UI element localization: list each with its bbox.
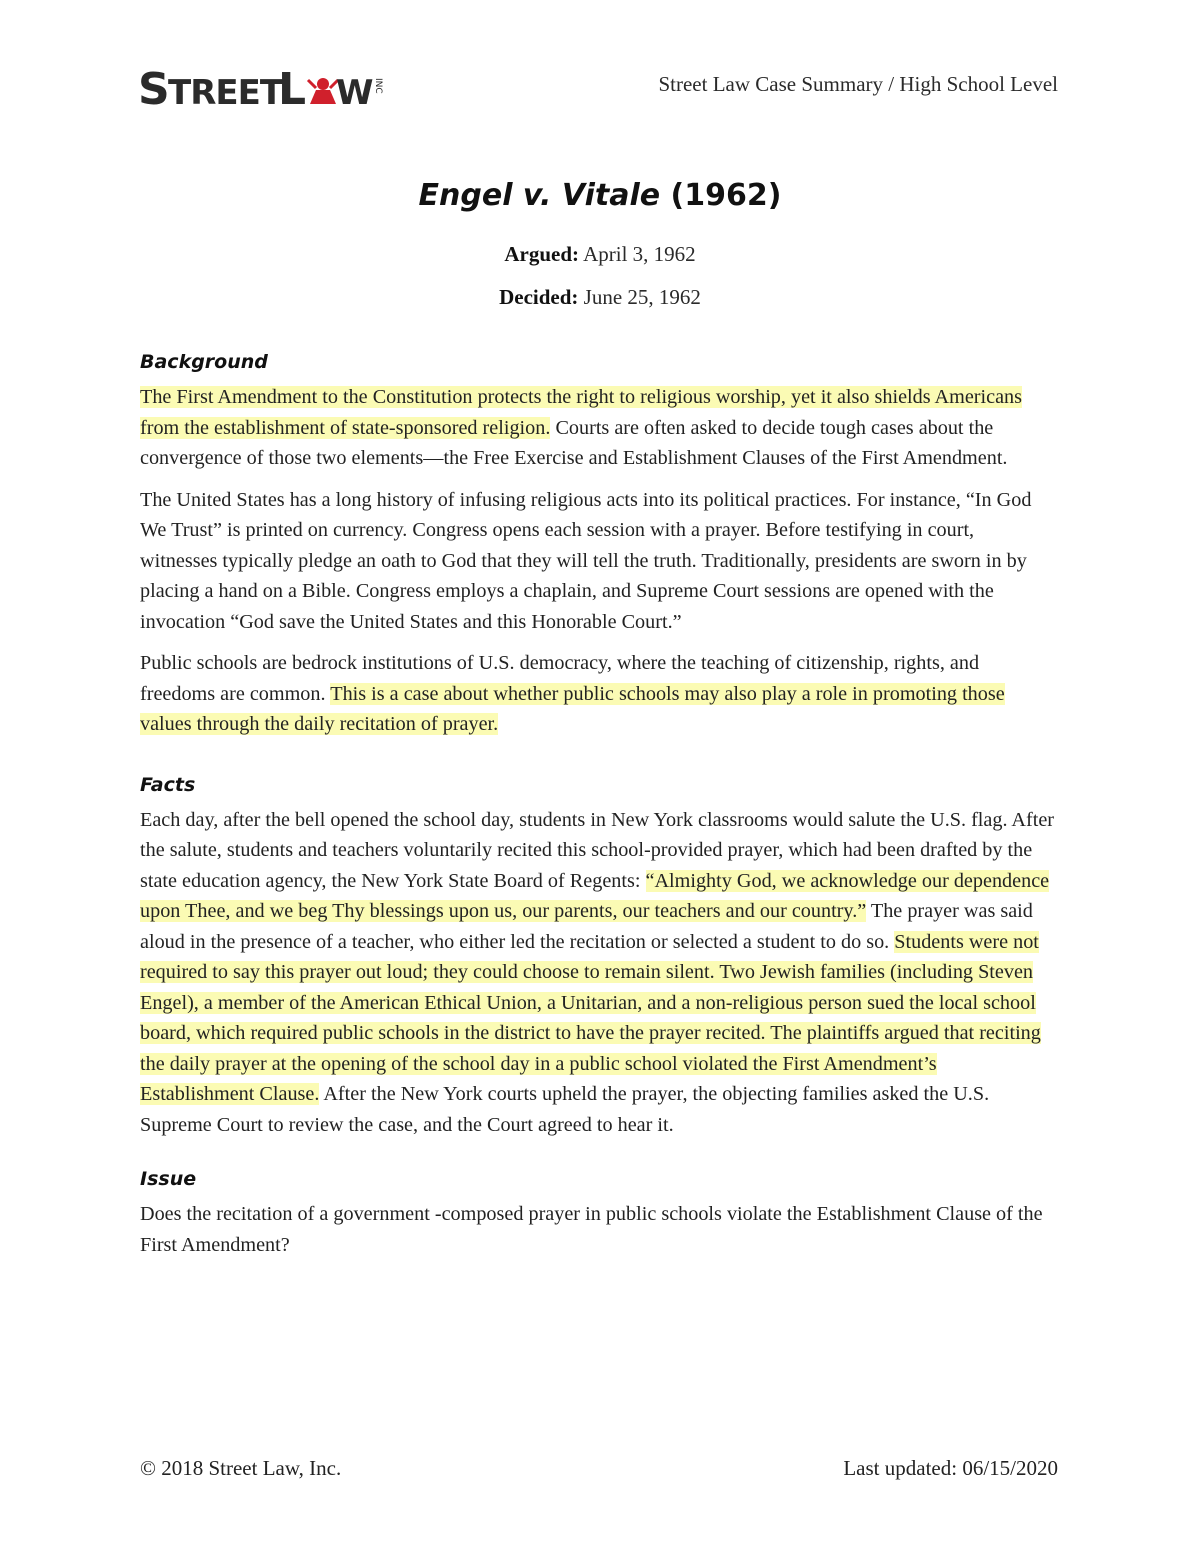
- case-year: (1962): [670, 178, 782, 213]
- argued-date: April 3, 1962: [583, 242, 696, 266]
- paragraph-text: The prayer was said aloud in the presence of a teacher, who either led the recitation or selected a student to do so.: [140, 900, 1033, 953]
- facts-heading: Facts: [140, 773, 196, 796]
- decided-line: [0, 285, 1200, 310]
- decided-label: Decided:: [499, 285, 579, 309]
- background-paragraph-2: The United States has a long history of infusing religious acts into its political practices. For instance, “In God We Trust” is printed on currency. Congress opens each session with a prayer. Before testifying in court, witnesses typically pledge an oath to God that they will tell the truth. Traditionally, presidents are sworn in by placing a hand on a Bible. Congress employs a chaplain, and Supreme Court sessions are opened with the invocation “God save the United States and this Honorable Court.”: [140, 488, 1032, 633]
- background-paragraph-1: [140, 382, 1055, 474]
- decided-date: June 25, 1962: [583, 285, 701, 309]
- argued-label: Argued:: [504, 242, 579, 266]
- facts-paragraph: [140, 805, 1055, 1141]
- paragraph-text: Courts are often asked to decide tough cases about the convergence of those two elements—the Free Exercise and Establishment Clauses of the First Amendment.: [140, 416, 1008, 469]
- copyright-notice: © 2018 Street Law, Inc.: [140, 1456, 342, 1480]
- background-heading: Background: [140, 351, 268, 373]
- case-title: [0, 178, 1200, 213]
- paragraph-text: Public schools are bedrock institutions of U.S. democracy, where the teaching of citizenship, rights, and freedoms are common.: [140, 652, 980, 705]
- svg-text:TREET: TREET: [168, 73, 283, 113]
- highlighted-text: This is a case about whether public schools may also play a role in promoting those values through the daily recitation of prayer.: [140, 682, 1005, 735]
- paragraph-text: After the New York courts upheld the prayer, the objecting families asked the U.S. Supreme Court to review the case, and the Court agreed to hear it.: [140, 1083, 990, 1136]
- background-paragraph-3: [140, 648, 1055, 740]
- case-name: Engel v. Vitale: [418, 178, 661, 213]
- argued-line: [0, 242, 1200, 267]
- street-law-logo: [138, 58, 383, 118]
- highlighted-text: The First Amendment to the Constitution protects the right to religious worship, yet it also shields Americans from the establishment of state-sponsored religion.: [140, 386, 1022, 439]
- paragraph-text: Each day, after the bell opened the school day, students in New York classrooms would salute the U.S. flag. After the salute, students and teachers voluntarily recited this school-provided prayer, which had been drafted by the state education agency, the New York State Board of Regents:: [140, 808, 1055, 892]
- highlighted-text: Students were not required to say this prayer out loud; they could choose to remain silent. Two Jewish families (including Steven Engel), a member of the American Ethical Union, a Unitarian, and a non-religious person sued the local school board, which required public schools in the district to have the prayer recited. The plaintiffs argued that reciting the daily prayer at the opening of the school day in a public school violated the First Amendment’s Establishment Clause.: [140, 930, 1041, 1105]
- document-level-label: Street Law Case Summary / High School Level: [658, 72, 1058, 96]
- svg-text:INC: INC: [373, 78, 383, 94]
- issue-paragraph: Does the recitation of a government -composed prayer in public schools violate the Establishment Clause of the First Amendment?: [140, 1203, 1043, 1256]
- svg-text:L: L: [278, 64, 307, 115]
- highlighted-prayer-quote: “Almighty God, we acknowledge our dependence upon Thee, and we beg Thy blessings upon us, our parents, our teachers and our country.”: [140, 869, 1050, 922]
- svg-text:S: S: [138, 64, 169, 115]
- svg-text:W: W: [336, 73, 374, 113]
- last-updated: Last updated: 06/15/2020: [843, 1456, 1058, 1480]
- issue-heading: Issue: [140, 1168, 197, 1190]
- case-body: [140, 348, 1055, 1271]
